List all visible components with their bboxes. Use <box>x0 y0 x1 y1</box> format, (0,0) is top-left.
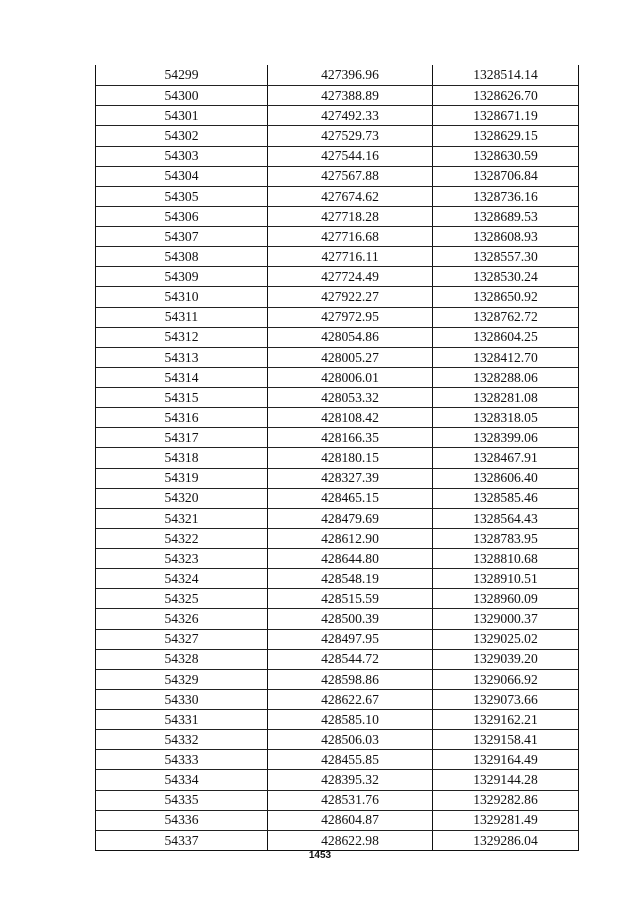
point-id-cell: 54310 <box>96 287 268 306</box>
x-coordinate-cell: 428180.15 <box>268 448 433 467</box>
table-row <box>96 548 578 568</box>
table-row <box>96 367 578 387</box>
table-row <box>96 286 578 306</box>
point-id-cell: 54304 <box>96 167 268 186</box>
table-row <box>96 568 578 588</box>
y-coordinate-cell: 1328557.30 <box>473 248 538 264</box>
point-id-cell: 54315 <box>96 388 268 407</box>
x-coordinate-cell: 428548.19 <box>268 569 433 588</box>
table-row <box>96 427 578 447</box>
table-row <box>96 488 578 508</box>
page-number: 1453 <box>308 850 332 861</box>
point-id-cell: 54305 <box>96 187 268 206</box>
table-row <box>96 810 578 830</box>
y-coordinate-cell: 1329281.49 <box>473 812 538 828</box>
x-coordinate-cell: 428598.86 <box>268 670 433 689</box>
point-id-cell: 54329 <box>96 670 268 689</box>
point-id-cell: 54312 <box>96 328 268 347</box>
table-row <box>96 749 578 769</box>
y-coordinate-cell: 1328467.91 <box>473 450 538 466</box>
x-coordinate-cell: 428585.10 <box>268 710 433 729</box>
point-id-cell: 54322 <box>96 529 268 548</box>
table-row <box>96 206 578 226</box>
x-coordinate-cell: 428455.85 <box>268 750 433 769</box>
y-coordinate-cell: 1329025.02 <box>473 631 538 647</box>
y-coordinate-cell: 1328910.51 <box>473 570 538 586</box>
point-id-cell: 54319 <box>96 469 268 488</box>
point-id-cell: 54331 <box>96 710 268 729</box>
x-coordinate-cell: 428005.27 <box>268 348 433 367</box>
table-row <box>96 608 578 628</box>
x-coordinate-cell: 428506.03 <box>268 730 433 749</box>
x-coordinate-cell: 428006.01 <box>268 368 433 387</box>
table-row <box>96 327 578 347</box>
x-coordinate-cell: 428166.35 <box>268 428 433 447</box>
table-row <box>96 166 578 186</box>
y-coordinate-cell: 1328629.15 <box>473 128 538 144</box>
x-coordinate-cell: 428644.80 <box>268 549 433 568</box>
point-id-cell: 54337 <box>96 831 268 850</box>
table-row <box>96 629 578 649</box>
table-row <box>96 226 578 246</box>
point-id-cell: 54303 <box>96 147 268 166</box>
point-id-cell: 54325 <box>96 589 268 608</box>
y-coordinate-cell: 1328608.93 <box>473 228 538 244</box>
table-row <box>96 105 578 125</box>
point-id-cell: 54307 <box>96 227 268 246</box>
table-row <box>96 508 578 528</box>
point-id-cell: 54299 <box>96 65 268 85</box>
table-row <box>96 387 578 407</box>
y-coordinate-cell: 1328630.59 <box>473 148 538 164</box>
y-coordinate-cell: 1328530.24 <box>473 269 538 285</box>
point-id-cell: 54326 <box>96 609 268 628</box>
x-coordinate-cell: 428053.32 <box>268 388 433 407</box>
x-coordinate-cell: 428465.15 <box>268 489 433 508</box>
y-coordinate-cell: 1328626.70 <box>473 87 538 103</box>
x-coordinate-cell: 427492.33 <box>268 106 433 125</box>
point-id-cell: 54311 <box>96 308 268 327</box>
x-coordinate-cell: 428622.67 <box>268 690 433 709</box>
point-id-cell: 54321 <box>96 509 268 528</box>
x-coordinate-cell: 428515.59 <box>268 589 433 608</box>
x-coordinate-cell: 428327.39 <box>268 469 433 488</box>
table-row <box>96 649 578 669</box>
point-id-cell: 54306 <box>96 207 268 226</box>
x-coordinate-cell: 427716.11 <box>268 247 433 266</box>
x-coordinate-cell: 428500.39 <box>268 609 433 628</box>
y-coordinate-cell: 1328564.43 <box>473 510 538 526</box>
y-coordinate-cell: 1328650.92 <box>473 289 538 305</box>
x-coordinate-cell: 427724.49 <box>268 267 433 286</box>
x-coordinate-cell: 427674.62 <box>268 187 433 206</box>
y-coordinate-cell: 1328783.95 <box>473 530 538 546</box>
point-id-cell: 54302 <box>96 126 268 145</box>
table-row <box>96 186 578 206</box>
point-id-cell: 54328 <box>96 650 268 669</box>
y-coordinate-cell: 1329282.86 <box>473 792 538 808</box>
y-coordinate-cell: 1329144.28 <box>473 772 538 788</box>
table-row <box>96 588 578 608</box>
y-coordinate-cell: 1328585.46 <box>473 490 538 506</box>
x-coordinate-cell: 427388.89 <box>268 86 433 105</box>
x-coordinate-cell: 428622.98 <box>268 831 433 850</box>
y-coordinate-cell: 1328671.19 <box>473 108 538 124</box>
point-id-cell: 54318 <box>96 448 268 467</box>
table-row <box>96 307 578 327</box>
y-coordinate-cell: 1328736.16 <box>473 188 538 204</box>
table-row <box>96 689 578 709</box>
point-id-cell: 54320 <box>96 489 268 508</box>
x-coordinate-cell: 427396.96 <box>268 65 433 85</box>
point-id-cell: 54317 <box>96 428 268 447</box>
point-id-cell: 54332 <box>96 730 268 749</box>
point-id-cell: 54323 <box>96 549 268 568</box>
y-coordinate-cell: 1329158.41 <box>473 731 538 747</box>
point-id-cell: 54324 <box>96 569 268 588</box>
table-row <box>96 669 578 689</box>
x-coordinate-cell: 428604.87 <box>268 811 433 830</box>
table-row <box>96 246 578 266</box>
table-row <box>96 65 578 85</box>
x-coordinate-cell: 427544.16 <box>268 147 433 166</box>
x-coordinate-cell: 427922.27 <box>268 287 433 306</box>
y-coordinate-cell: 1328514.14 <box>473 67 538 83</box>
point-id-cell: 54301 <box>96 106 268 125</box>
table-row <box>96 468 578 488</box>
point-id-cell: 54300 <box>96 86 268 105</box>
y-coordinate-cell: 1328960.09 <box>473 591 538 607</box>
x-coordinate-cell: 428108.42 <box>268 408 433 427</box>
y-coordinate-cell: 1328606.40 <box>473 470 538 486</box>
table-row <box>96 528 578 548</box>
table-row <box>96 830 578 850</box>
y-coordinate-cell: 1328810.68 <box>473 550 538 566</box>
y-coordinate-cell: 1328399.06 <box>473 430 538 446</box>
point-id-cell: 54308 <box>96 247 268 266</box>
y-coordinate-cell: 1329286.04 <box>473 832 538 848</box>
table-row <box>96 447 578 467</box>
table-row <box>96 85 578 105</box>
x-coordinate-cell: 427567.88 <box>268 167 433 186</box>
table-row <box>96 709 578 729</box>
y-coordinate-cell: 1328281.08 <box>473 389 538 405</box>
y-coordinate-cell: 1328604.25 <box>473 329 538 345</box>
table-row <box>96 125 578 145</box>
point-id-cell: 54313 <box>96 348 268 367</box>
x-coordinate-cell: 428531.76 <box>268 791 433 810</box>
x-coordinate-cell: 427718.28 <box>268 207 433 226</box>
y-coordinate-cell: 1328689.53 <box>473 208 538 224</box>
y-coordinate-cell: 1329039.20 <box>473 651 538 667</box>
y-coordinate-cell: 1329073.66 <box>473 691 538 707</box>
point-id-cell: 54316 <box>96 408 268 427</box>
table-row <box>96 729 578 749</box>
y-coordinate-cell: 1328318.05 <box>473 409 538 425</box>
y-coordinate-cell: 1329066.92 <box>473 671 538 687</box>
table-row <box>96 769 578 789</box>
point-id-cell: 54330 <box>96 690 268 709</box>
point-id-cell: 54335 <box>96 791 268 810</box>
point-id-cell: 54314 <box>96 368 268 387</box>
table-row <box>96 266 578 286</box>
y-coordinate-cell: 1328706.84 <box>473 168 538 184</box>
y-coordinate-cell: 1329000.37 <box>473 611 538 627</box>
table-row <box>96 347 578 367</box>
x-coordinate-cell: 427972.95 <box>268 308 433 327</box>
point-id-cell: 54333 <box>96 750 268 769</box>
x-coordinate-cell: 428497.95 <box>268 630 433 649</box>
x-coordinate-cell: 428544.72 <box>268 650 433 669</box>
point-id-cell: 54334 <box>96 770 268 789</box>
y-coordinate-cell: 1328762.72 <box>473 309 538 325</box>
point-id-cell: 54327 <box>96 630 268 649</box>
table-row <box>96 407 578 427</box>
y-coordinate-cell: 1328412.70 <box>473 349 538 365</box>
table-row <box>96 790 578 810</box>
y-coordinate-cell: 1329164.49 <box>473 752 538 768</box>
x-coordinate-cell: 427716.68 <box>268 227 433 246</box>
point-id-cell: 54336 <box>96 811 268 830</box>
y-coordinate-cell: 1328288.06 <box>473 369 538 385</box>
y-coordinate-cell: 1329162.21 <box>473 711 538 727</box>
x-coordinate-cell: 428054.86 <box>268 328 433 347</box>
point-id-cell: 54309 <box>96 267 268 286</box>
table-row <box>96 146 578 166</box>
x-coordinate-cell: 428612.90 <box>268 529 433 548</box>
x-coordinate-cell: 428479.69 <box>268 509 433 528</box>
x-coordinate-cell: 427529.73 <box>268 126 433 145</box>
coordinate-table <box>95 65 579 851</box>
x-coordinate-cell: 428395.32 <box>268 770 433 789</box>
